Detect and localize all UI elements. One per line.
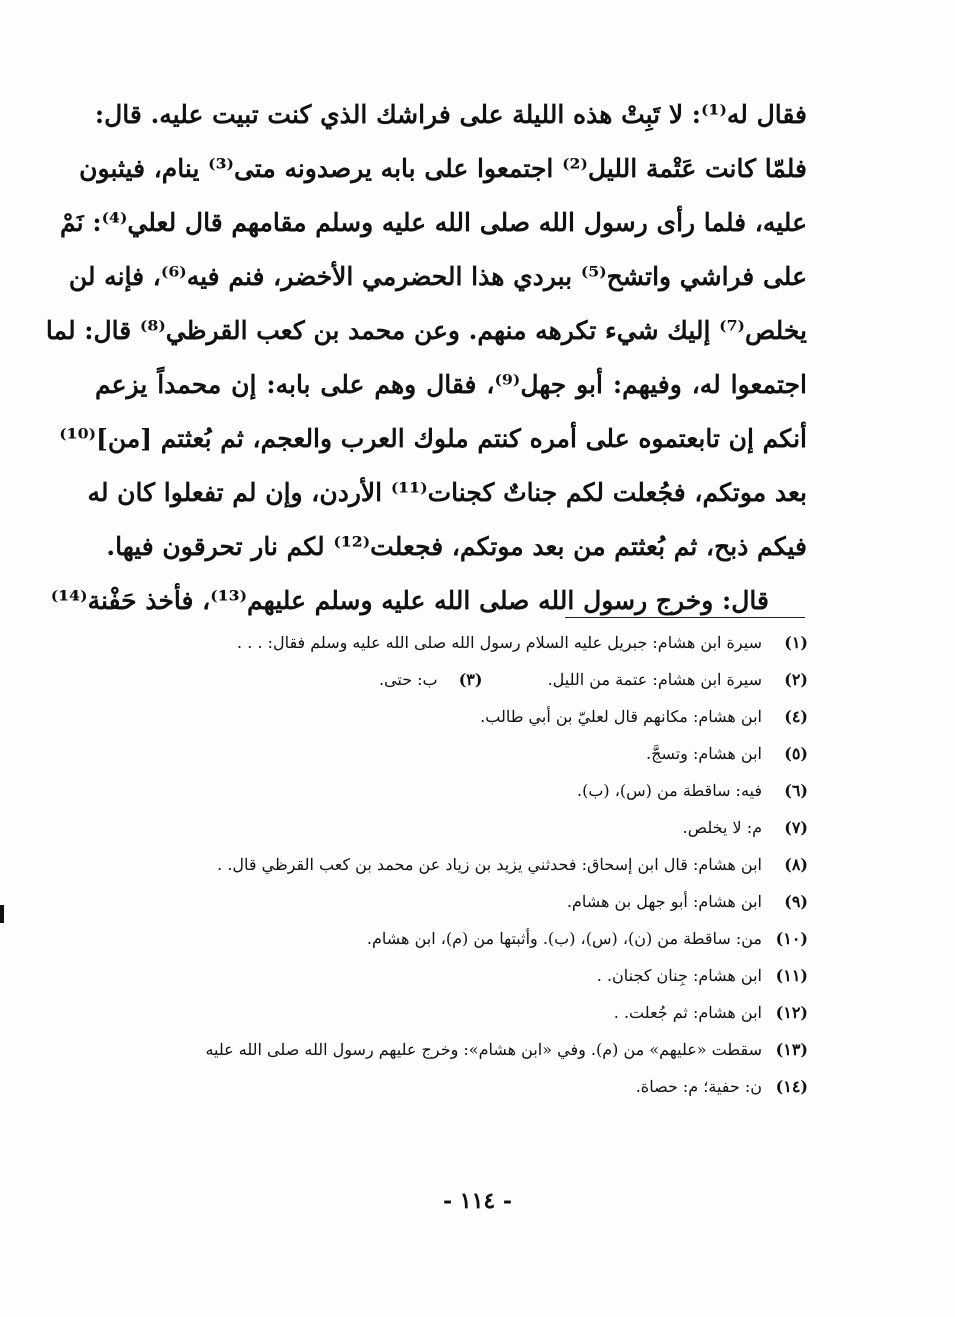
main-text	[45, 88, 807, 628]
footnote-text-group	[100, 1068, 762, 1105]
footnote	[100, 735, 808, 772]
footnote-text: ابن هشام: مكانهم قال لعليّ بن أبي طالب.	[480, 707, 762, 726]
footnote	[100, 920, 808, 957]
footnote	[100, 957, 808, 994]
footnote-text: سيرة ابن هشام: جبريل عليه السلام رسول الله صلى الله عليه وسلم فقال: . . .	[237, 633, 762, 652]
footnote-number: (٤)	[784, 707, 808, 726]
footnote-number: (٦)	[784, 781, 808, 800]
footnote-text: ب: حتى.	[378, 670, 438, 689]
footnote-number: (٢)	[784, 670, 808, 689]
footnote-text: سقطت «عليهم» من (م). وفي «ابن هشام»: وخرج عليهم رسول الله صلى الله عليه	[205, 1040, 762, 1059]
text-line: عليه، فلما رأى رسول الله صلى الله عليه وسلم مقامهم قال لعلي⁽⁴⁾: نَمْ	[60, 208, 807, 237]
footnote-number: (١٢)	[775, 1003, 808, 1022]
footnote-inline	[379, 661, 483, 698]
footnote-text: م: لا يخلص.	[682, 818, 762, 837]
footnote-number: (٥)	[784, 744, 808, 763]
footnote	[100, 994, 808, 1031]
footnote-text: سيرة ابن هشام: عتمة من الليل.	[547, 670, 762, 689]
footnote-number: (٣)	[458, 670, 483, 689]
footnote-number: (١٣)	[775, 1040, 808, 1059]
footnote	[100, 1031, 808, 1068]
footnote-text: ابن هشام: ثم جُعلت. .	[613, 1003, 762, 1022]
footnote-number: (٩)	[784, 892, 808, 911]
footnote-text: ابن هشام: جِنان كجنان. .	[596, 966, 762, 985]
footnote-text: ابن هشام: قال ابن إسحاق: فحدثني يزيد بن زياد عن محمد بن كعب القرظي قال. .	[217, 855, 762, 874]
footnote-number: (١٠)	[775, 929, 808, 948]
text-line: فيكم ذبح، ثم بُعثتم من بعد موتكم، فجعلت⁽¹²⁾ لكم نار تحرقون فيها.	[106, 532, 807, 561]
text-line: فقال له⁽¹⁾: لا تَبِتْ هذه الليلة على فراشك الذي كنت تبيت عليه. قال:	[94, 100, 807, 129]
footnote-text-group	[100, 661, 762, 698]
footnote	[100, 698, 808, 735]
footnote-number: (٧)	[784, 818, 808, 837]
footnote	[100, 624, 808, 661]
text-line: اجتمعوا له، وفيهم: أبو جهل⁽⁹⁾، فقال وهم على بابه: إن محمداً يزعم	[95, 370, 807, 399]
footnote-text: ابن هشام: أبو جهل بن هشام.	[566, 892, 762, 911]
footnote-separator	[565, 617, 805, 618]
footnote-number: (١١)	[775, 966, 808, 985]
footnote-text: ابن هشام: وتسجَّ.	[646, 744, 762, 763]
text-line: بعد موتكم، فجُعلت لكم جناتٌ كجنات⁽¹¹⁾ الأردن، وإن لم تفعلوا كان له	[87, 478, 807, 507]
text-line: أنكم إن تابعتموه على أمره كنتم ملوك العرب والعجم، ثم بُعثتم [من]⁽¹⁰⁾	[59, 424, 807, 453]
footnote-text: ن: حفية؛ م: حصاة.	[635, 1077, 762, 1096]
footnote-number: (١٤)	[775, 1077, 808, 1096]
text-line: يخلص⁽⁷⁾ إليك شيء تكرهه منهم. وعن محمد بن كعب القرظي⁽⁸⁾ قال: لما	[45, 316, 807, 345]
footnote	[100, 1105, 808, 1142]
footnote	[100, 809, 808, 846]
footnote-number: (١)	[784, 633, 808, 652]
footnote-text: فيه: ساقطة من (س)، (ب).	[577, 781, 762, 800]
footnote	[100, 661, 808, 698]
footnote-text: من: ساقطة من (ن)، (س)، (ب). وأثبتها من (م)، ابن هشام.	[366, 929, 762, 948]
text-line: على فراشي واتشح⁽⁵⁾ ببردي هذا الحضرمي الأخضر، فنم فيه⁽⁶⁾، فإنه لن	[68, 262, 807, 291]
scan-edge-mark	[0, 905, 4, 923]
footnote-number: (٨)	[784, 855, 808, 874]
footnotes	[100, 624, 808, 1142]
page-number: - ١١٤ -	[442, 1188, 513, 1214]
footnote	[100, 772, 808, 809]
text-line: فلمّا كانت عَتْمة الليل⁽²⁾ اجتمعوا على بابه يرصدونه متى⁽³⁾ ينام، فيثبون	[79, 154, 807, 183]
footnote	[100, 846, 808, 883]
footnote	[100, 1068, 808, 1105]
footnote	[100, 883, 808, 920]
text-line: قال: وخرج رسول الله صلى الله عليه وسلم عليهم⁽¹³⁾، فأخذ حَفْنة⁽¹⁴⁾	[50, 586, 769, 615]
